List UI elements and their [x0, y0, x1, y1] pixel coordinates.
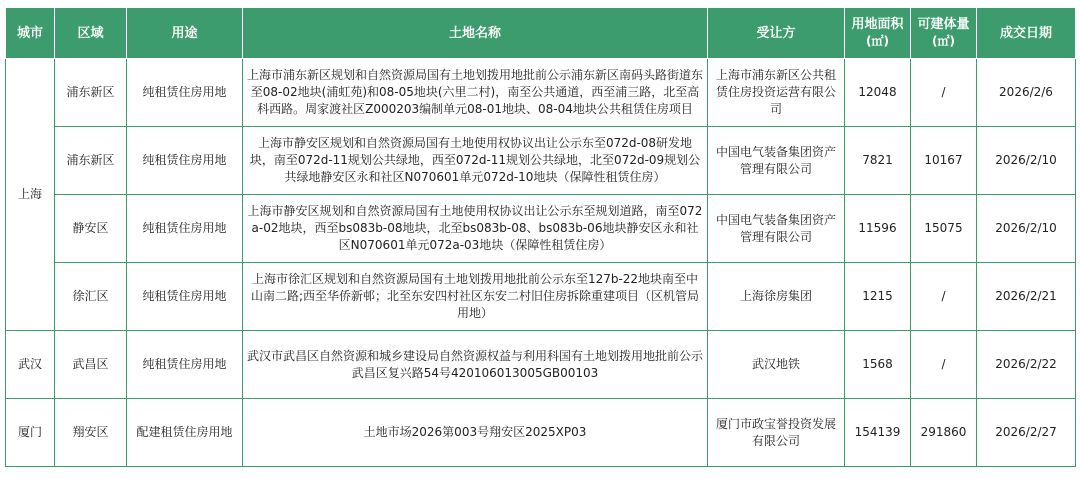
area-cell: 7821	[845, 127, 911, 195]
table-row	[6, 195, 1076, 263]
usage-cell: 纯租赁住房用地	[127, 331, 243, 399]
district-cell: 浦东新区	[55, 59, 127, 127]
header-area-unit: (㎡)	[866, 34, 889, 48]
header-usage: 用途	[127, 8, 243, 59]
table-body	[6, 59, 1076, 467]
date-cell: 2026/2/10	[977, 195, 1076, 263]
land-name-cell: 上海市静安区规划和自然资源局国有土地使用权协议出让公示东至072d-08研发地块，南至072d-11规划公共绿地，西至072d-11规划公共绿地，北至072d-09规划公共绿地静安区永和社区N070601单元072d-10地块（保障性租赁住房）	[243, 127, 708, 195]
header-city: 城市	[6, 8, 55, 59]
area-cell: 1215	[845, 263, 911, 331]
header-land-name: 土地名称	[243, 8, 708, 59]
usage-cell: 纯租赁住房用地	[127, 195, 243, 263]
land-transaction-table	[5, 7, 1076, 467]
buyer-cell: 武汉地铁	[708, 331, 845, 399]
usage-cell: 配建租赁住房用地	[127, 399, 243, 467]
table-row	[6, 59, 1076, 127]
table-row	[6, 263, 1076, 331]
land-name-cell: 上海市徐汇区规划和自然资源局国有土地划拨用地批前公示东至127b-22地块南至中山南二路;西至华侨新邨；北至东安四村社区东安二村旧住房拆除重建项目（区机管局用地）	[243, 263, 708, 331]
area-cell: 11596	[845, 195, 911, 263]
header-district: 区域	[55, 8, 127, 59]
area-cell: 154139	[845, 399, 911, 467]
header-area-label: 用地面积	[851, 17, 904, 32]
land-name-cell: 土地市场2026第003号翔安区2025XP03	[243, 399, 708, 467]
land-name-cell: 上海市浦东新区规划和自然资源局国有土地划拨用地批前公示浦东新区南码头路街道东至08-02地块(浦虹苑)和08-05地块(六里二村)，南至公共通道，西至浦三路，北至高科西路。周家渡社区Z000203编制单元08-01地块、08-04地块公共租赁住房项目	[243, 59, 708, 127]
district-cell: 静安区	[55, 195, 127, 263]
gfa-cell: 10167	[911, 127, 977, 195]
date-cell: 2026/2/22	[977, 331, 1076, 399]
table-row	[6, 331, 1076, 399]
buyer-cell: 中国电气装备集团资产管理有限公司	[708, 127, 845, 195]
land-name-cell: 上海市静安区规划和自然资源局国有土地使用权协议出让公示东至规划道路，南至072a-02地块，西至bs083b-08地块，北至bs083b-08、bs083b-06地块静安区永和社区N070601单元072a-03地块（保障性租赁住房）	[243, 195, 708, 263]
city-cell: 厦门	[6, 399, 55, 467]
table-row	[6, 399, 1076, 467]
district-cell: 徐汇区	[55, 263, 127, 331]
header-buyer: 受让方	[708, 8, 845, 59]
city-cell: 上海	[6, 59, 55, 331]
city-cell: 武汉	[6, 331, 55, 399]
gfa-cell: /	[911, 331, 977, 399]
table-header	[6, 8, 1076, 59]
header-gfa-unit: (㎡)	[932, 34, 955, 48]
usage-cell: 纯租赁住房用地	[127, 59, 243, 127]
district-cell: 翔安区	[55, 399, 127, 467]
land-transaction-table-wrapper	[5, 7, 1075, 467]
header-gfa-label: 可建体量	[917, 17, 970, 32]
date-cell: 2026/2/27	[977, 399, 1076, 467]
buyer-cell: 上海市浦东新区公共租赁住房投资运营有限公司	[708, 59, 845, 127]
buyer-cell: 厦门市政宝誉投资发展有限公司	[708, 399, 845, 467]
date-cell: 2026/2/6	[977, 59, 1076, 127]
gfa-cell: 15075	[911, 195, 977, 263]
district-cell: 浦东新区	[55, 127, 127, 195]
header-row	[6, 8, 1076, 59]
buyer-cell: 上海徐房集团	[708, 263, 845, 331]
header-area	[845, 8, 911, 59]
table-row	[6, 127, 1076, 195]
usage-cell: 纯租赁住房用地	[127, 263, 243, 331]
land-name-cell: 武汉市武昌区自然资源和城乡建设局自然资源权益与利用科国有土地划拨用地批前公示武昌区复兴路54号420106013005GB00103	[243, 331, 708, 399]
usage-cell: 纯租赁住房用地	[127, 127, 243, 195]
district-cell: 武昌区	[55, 331, 127, 399]
header-gfa	[911, 8, 977, 59]
date-cell: 2026/2/10	[977, 127, 1076, 195]
buyer-cell: 中国电气装备集团资产管理有限公司	[708, 195, 845, 263]
area-cell: 12048	[845, 59, 911, 127]
date-cell: 2026/2/21	[977, 263, 1076, 331]
gfa-cell: /	[911, 59, 977, 127]
area-cell: 1568	[845, 331, 911, 399]
gfa-cell: /	[911, 263, 977, 331]
gfa-cell: 291860	[911, 399, 977, 467]
header-date: 成交日期	[977, 8, 1076, 59]
